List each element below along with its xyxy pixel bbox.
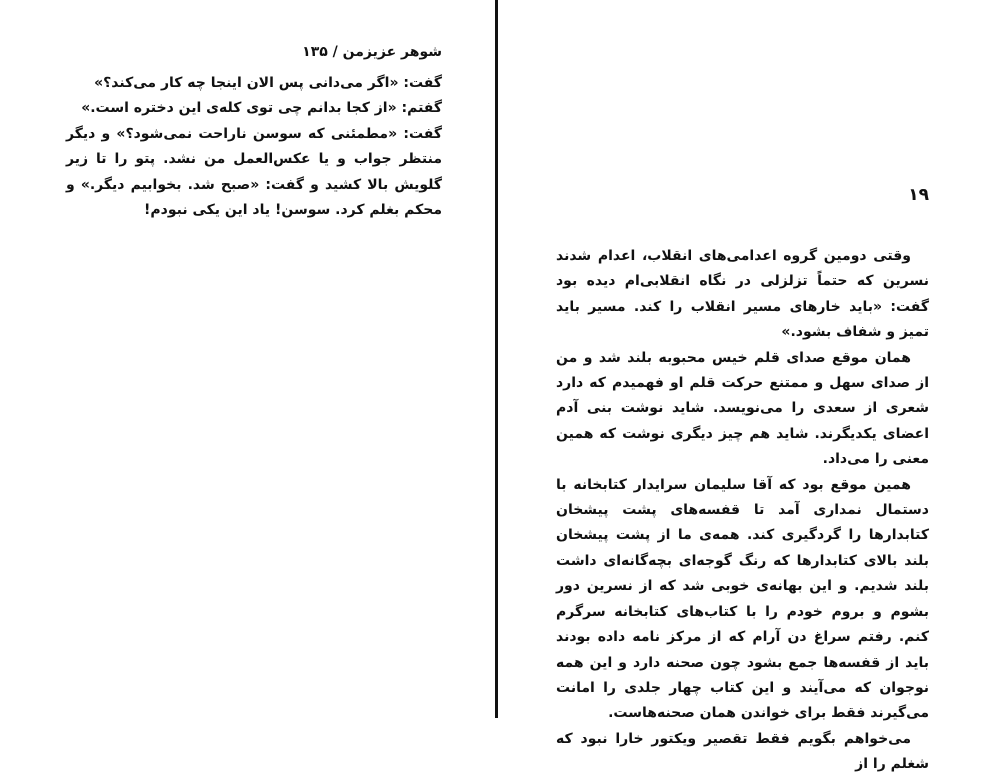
left-page xyxy=(0,0,495,718)
paragraph: می‌خواهم بگویم فقط تقصیر ویکتور خارا نبود که شغلم را از xyxy=(556,730,929,773)
running-head: شوهر عزیزمن / ۱۳۵ xyxy=(302,44,442,60)
left-page-text xyxy=(66,71,442,223)
paragraph: گفت: «مطمئنی که سوسن ناراحت نمی‌شود؟» و دیگر منتظر جواب و یا عکس‌العمل من نشد. پتو را تا زیر گلویش بالا کشید و گفت: «صبح شد. بخوابیم دیگر.» و محکم بغلم کرد. سوسن! یاد این یکی نبودم! xyxy=(66,125,442,219)
right-page xyxy=(498,0,990,773)
paragraph: گفتم: «از کجا بدانم چی توی کله‌ی این دختره است.» xyxy=(81,100,442,117)
paragraph: همین موقع بود که آقا سلیمان سرایدار کتابخانه با دستمال نمداری آمد تا قفسه‌های پشت پیشخان کتابدارها را گردگیری کند. همه‌ی ما از پشت پیشخان بلند بالای کتابدارها که رنگ گوجه‌ای بچه‌گانه‌ای داشت بلند شدیم. و این بهانه‌ی خوبی شد که از نسرین دور بشوم و بروم خودم را با کتاب‌های کتابخانه سرگرم کنم. رفتم سراغ دن آرام که از مرکز نامه داده بودند باید از قفسه‌ها جمع بشود چون صحنه دارد و این همه نوجوان که می‌آیند و این کتاب چهار جلدی را امانت می‌گیرند فقط برای خواندن همان صحنه‌هاست. xyxy=(556,476,929,722)
paragraph: همان موقع صدای قلم خیس محبوبه بلند شد و من از صدای سهل و ممتنع حرکت قلم او فهمیدم که دارد شعری از سعدی را می‌نویسد. شاید نوشت بنی آدم اعضای یکدیگرند. شاید هم چیز دیگری نوشت که همین معنی را می‌داد. xyxy=(556,349,929,468)
paragraph: گفت: «اگر می‌دانی پس الان اینجا چه کار می‌کند؟» xyxy=(94,75,442,91)
right-page-text xyxy=(556,244,929,778)
chapter-number: ۱۹ xyxy=(908,185,929,205)
paragraph: وقتی دومین گروه اعدامی‌های انقلاب، اعدام شدند نسرین که حتماً تزلزلی در نگاه انقلابی‌ام دیده بود گفت: «باید خارهای مسیر انقلاب را کند. مسیر باید تمیز و شفاف بشود.» xyxy=(556,248,929,341)
